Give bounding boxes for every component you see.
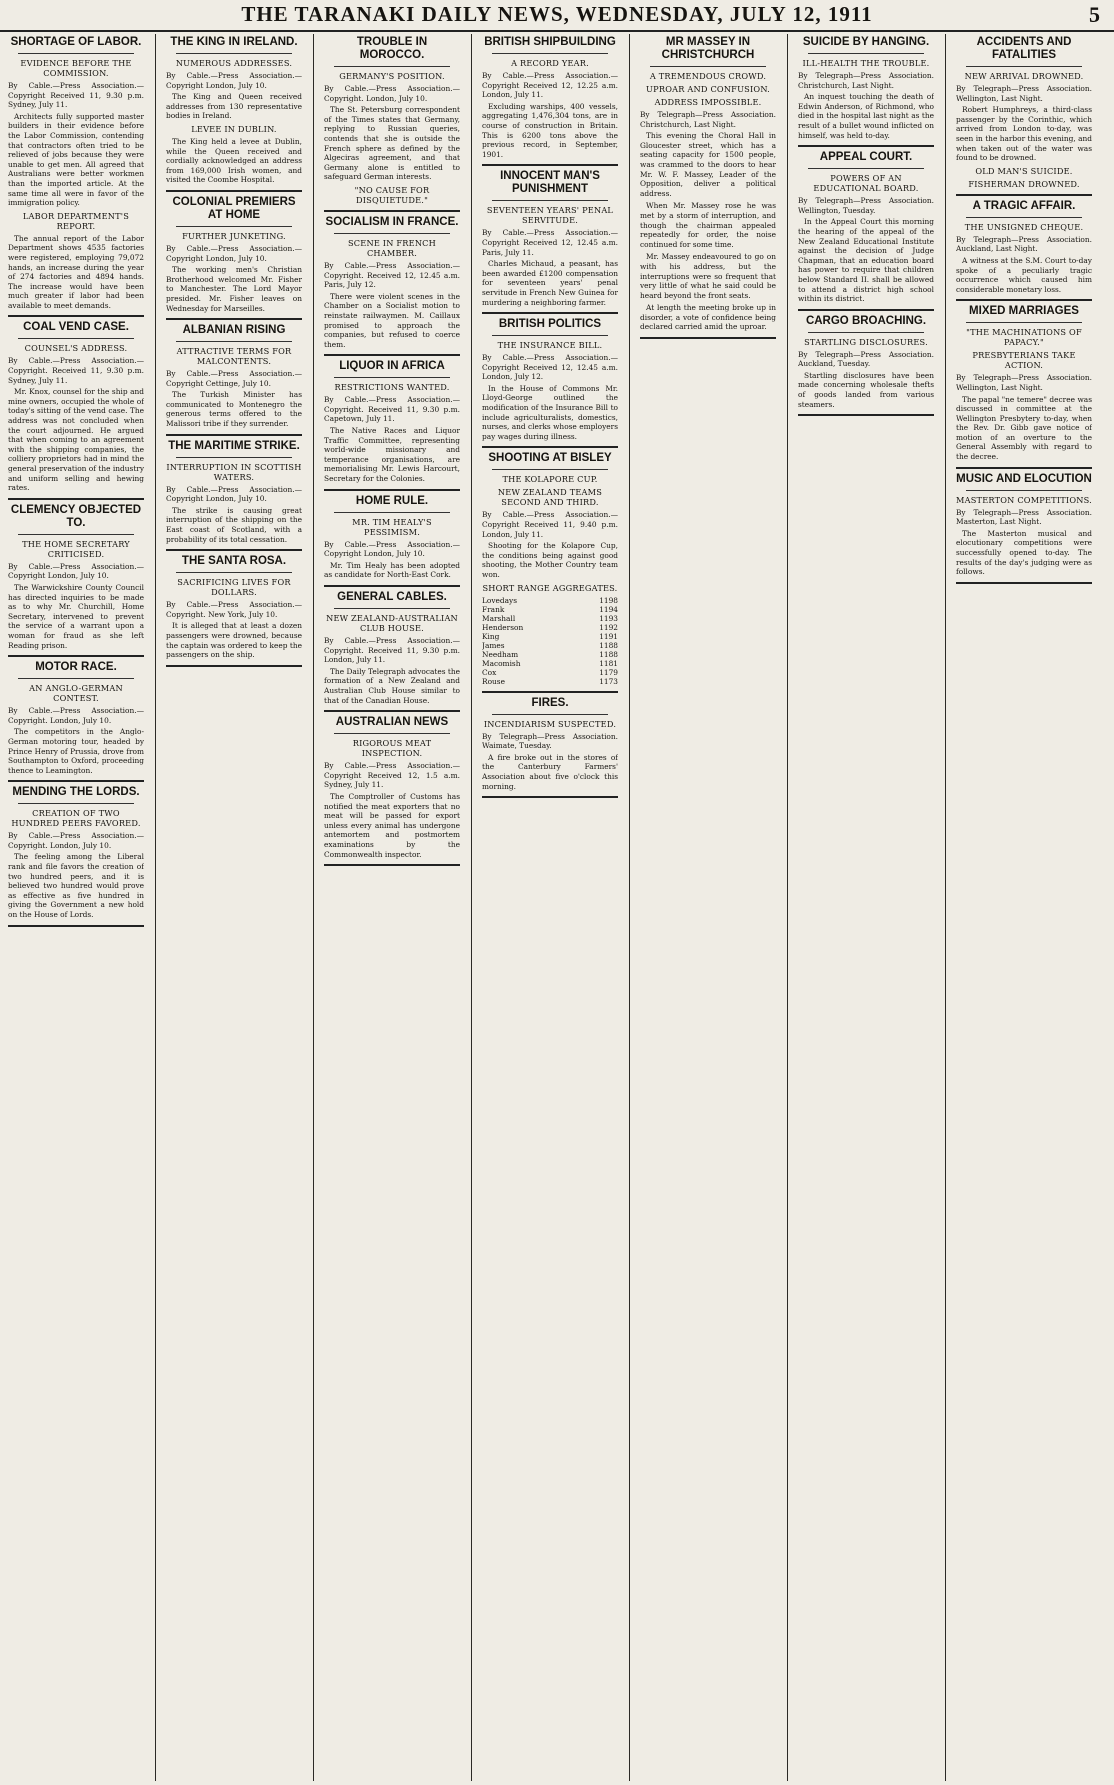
headline-rule	[492, 469, 608, 470]
article-headline: INNOCENT MAN'S PUNISHMENT	[500, 170, 600, 196]
article-byline: By Telegraph—Press Association. Wellington, Tuesday.	[798, 196, 934, 215]
headline-rule	[966, 217, 1082, 218]
article-headline: APPEAL COURT.	[819, 151, 913, 164]
article-paragraph: The Daily Telegraph advocates the formation of a New Zealand and Australian Club House similar to that of the Canadian House.	[324, 666, 460, 705]
column-2	[166, 34, 302, 1781]
article-subheading: ATTRACTIVE TERMS FOR MALCONTENTS.	[176, 346, 292, 367]
article-subheading: CREATION OF TWO HUNDRED PEERS FAVORED.	[11, 808, 141, 829]
article-divider	[482, 691, 618, 693]
headline-rule	[492, 335, 608, 336]
article-subheading: LABOR DEPARTMENT'S REPORT.	[22, 210, 130, 231]
article	[8, 36, 144, 317]
article-paragraph: The Masterton musical and elocutionary competitions were successfully opened to-day. The results of the day's judging were as follows.	[956, 528, 1092, 577]
shooter-name: Frank	[482, 604, 505, 614]
shooter-score: 1188	[599, 649, 618, 659]
column-rule	[471, 34, 472, 1781]
article-subheading: THE INSURANCE BILL.	[497, 340, 603, 351]
article-headline: LIQUOR IN AFRICA	[339, 360, 445, 373]
article	[324, 36, 460, 212]
column-6	[798, 34, 934, 1781]
article-subheading: FISHERMAN DROWNED.	[968, 178, 1080, 189]
article-paragraph: Shooting for the Kolapore Cup, the conditions being against good shooting, the Mother Country team won.	[482, 541, 618, 579]
article	[8, 504, 144, 657]
article-divider	[166, 318, 302, 320]
article-byline: By Telegraph—Press Association. Christchurch, Last Night.	[640, 110, 776, 129]
article-byline: By Cable.—Press Association.—Copyright London, July 10.	[166, 484, 302, 504]
article	[482, 452, 618, 692]
article-paragraph: Charles Michaud, a peasant, has been awarded £1200 compensation for seventeen years' penal servitude in French New Guinea for murdering a neighboring farmer.	[482, 259, 618, 307]
article-subheading: ILL-HEALTH THE TROUBLE.	[802, 58, 930, 68]
article	[8, 661, 144, 782]
shooter-name: Needham	[482, 649, 519, 659]
article-paragraph: The Native Races and Liquor Traffic Committee, representing world-wide missionary and temperance organisations, are memorialising Mr. Lewis Harcourt, Secretary for the Colonies.	[324, 426, 460, 484]
column-3	[324, 34, 460, 1781]
article-subheading: RESTRICTIONS WANTED.	[334, 382, 450, 393]
shooter-score: 1198	[599, 595, 618, 605]
score-row	[482, 659, 618, 668]
article-byline: By Cable.—Press Association.—Copyright. Received 11, 9.30 p.m. Capetown, July 11.	[324, 395, 460, 424]
page-number: 5	[1089, 2, 1100, 27]
column-4	[482, 34, 618, 1781]
article-byline: By Cable.—Press Association.—Copyright London, July 10.	[8, 561, 144, 581]
article-headline: SOCIALISM IN FRANCE.	[325, 215, 459, 228]
article-headline: GENERAL CABLES.	[337, 591, 447, 603]
article-paragraph: Mr. Massey endeavoured to go on with his address, but the interruptions were so frequent that very little of what he said could be heard beyond the front seats.	[640, 252, 776, 300]
article-headline: THE KING IN IRELAND.	[170, 36, 298, 48]
article-byline: By Cable.—Press Association.—Copyright. London, July 10.	[324, 84, 460, 103]
article-paragraph: In the Appeal Court this morning the hearing of the appeal of the New Zealand Educational Institute against the decision of Judge Chapman, that an education board has power to require that children below Standard II. shall be allowed to attend a district high school within its district.	[798, 217, 934, 304]
article-headline: SUICIDE BY HANGING.	[802, 36, 930, 48]
article-divider	[798, 414, 934, 416]
score-row	[482, 668, 618, 677]
article-paragraph: Startling disclosures have been made concerning wholesale thefts of goods landed from various steamers.	[798, 370, 934, 409]
article-divider	[956, 299, 1092, 301]
headline-rule	[966, 66, 1082, 67]
article-headline: A TRAGIC AFFAIR.	[972, 199, 1076, 212]
headline-rule	[18, 534, 134, 535]
article-subheading: MR. TIM HEALY'S PESSIMISM.	[352, 516, 432, 537]
article-subheading: SEVENTEEN YEARS' PENAL SERVITUDE.	[486, 205, 614, 226]
headline-rule	[176, 572, 292, 573]
article-divider	[166, 549, 302, 551]
headline-rule	[176, 226, 292, 227]
headline-rule	[334, 66, 450, 67]
article-byline: By Cable.—Press Association.—Copyright Received 12, 12.45 a.m. London, July 12.	[482, 353, 618, 382]
article-byline: By Cable.—Press Association.—Copyright London, July 10.	[166, 243, 302, 263]
article-headline: MR MASSEY IN CHRISTCHURCH	[661, 36, 755, 61]
article	[482, 697, 618, 799]
article-byline: By Cable.—Press Association.—Copyright. Received 11, 9.30 p.m. Sydney, July 11.	[8, 356, 144, 385]
score-row	[482, 596, 618, 605]
article-divider	[956, 467, 1092, 469]
article-paragraph: The St. Petersburg correspondent of the Times states that Germany, replying to Russian queries, contends that she is outside the French sphere as defined by the Algeciras agreement, and that Germany alone is entitled to safeguard German interests.	[324, 105, 460, 182]
article-subheading: UPROAR AND CONFUSION.	[646, 84, 770, 94]
headline-rule	[492, 714, 608, 715]
shooter-name: Macomish	[482, 658, 521, 668]
article-headline: THE SANTA ROSA.	[181, 555, 287, 568]
article-paragraph: The King and Queen received addresses from 130 representative bodies in Ireland.	[166, 92, 302, 121]
article-headline: CLEMENCY OBJECTED TO.	[10, 503, 142, 529]
article-subheading: INTERRUPTION IN SCOTTISH WATERS.	[166, 461, 302, 482]
score-row	[482, 632, 618, 641]
headline-rule	[334, 233, 450, 234]
article-headline: BRITISH SHIPBUILDING	[484, 36, 616, 48]
shooter-name: James	[482, 640, 505, 650]
article-headline: ALBANIAN RISING	[182, 324, 286, 337]
shooter-score: 1194	[599, 604, 618, 614]
article-headline: HOME RULE.	[355, 494, 429, 507]
article-subheading: INCENDIARISM SUSPECTED.	[483, 718, 617, 729]
article	[166, 324, 302, 436]
article-paragraph: There were violent scenes in the Chamber on a Socialist motion to reinstate railwaymen. M. Caillaux promised to approach the companies, but refused to coerce them.	[324, 291, 460, 349]
article-subheading: ADDRESS IMPOSSIBLE.	[654, 97, 762, 107]
score-row	[482, 623, 618, 632]
article-subheading: THE HOME SECRETARY CRITICISED.	[22, 538, 130, 559]
article-divider	[166, 190, 302, 192]
article-paragraph: Excluding warships, 400 vessels, aggregating 1,476,304 tons, are in course of construction in Britain. This is 6200 tons above the previous record, in September, 1901.	[482, 101, 618, 159]
article-subheading: OLD MAN'S SUICIDE.	[975, 165, 1073, 176]
score-row	[482, 641, 618, 650]
article-paragraph: The Comptroller of Customs has notified the meat exporters that no meat will be passed for export unless every animal has undergone antemortem and postmortem examinations by the Commonwealth inspector.	[324, 791, 460, 859]
score-row	[482, 605, 618, 614]
article-byline: By Telegraph—Press Association. Wellington, Last Night.	[956, 84, 1092, 103]
headline-rule	[334, 377, 450, 378]
article-subheading: POWERS OF AN EDUCATIONAL BOARD.	[813, 173, 919, 194]
article	[482, 170, 618, 314]
article	[482, 318, 618, 448]
article-byline: By Cable.—Press Association.—Copyright Received 11, 9.40 p.m. London, July 11.	[482, 510, 618, 539]
article-paragraph: Mr. Tim Healy has been adopted as candidate for North-East Cork.	[324, 560, 460, 580]
article-headline: BRITISH POLITICS	[498, 318, 602, 331]
article-byline: By Cable.—Press Association.—Copyright Received 12, 12.25 a.m. London, July 11.	[482, 71, 618, 100]
article-byline: By Cable.—Press Association.—Copyright. London, July 10.	[8, 706, 144, 725]
article	[166, 36, 302, 192]
article-divider	[8, 655, 144, 657]
article-headline: SHORTAGE OF LABOR.	[10, 36, 142, 48]
article-byline: By Cable.—Press Association.—Copyright London, July 10.	[324, 539, 460, 559]
headline-rule	[334, 608, 450, 609]
article-byline: By Cable.—Press Association.—Copyright Received 12, 1.5 a.m. Sydney, July 11.	[324, 761, 460, 790]
article	[956, 305, 1092, 468]
article-paragraph: The Turkish Minister has communicated to Montenegro the generous terms offered to the Malissori tribe if they surrender.	[166, 390, 302, 429]
article-byline: By Cable.—Press Association.—Copyright London, July 10.	[166, 71, 302, 90]
article	[324, 216, 460, 356]
article	[640, 36, 776, 339]
article-subheading: NEW ZEALAND TEAMS SECOND AND THIRD.	[497, 487, 603, 508]
article-divider	[324, 354, 460, 356]
shooter-score: 1188	[599, 640, 618, 650]
article-headline: ACCIDENTS AND FATALITIES	[976, 36, 1072, 61]
article-subheading: A RECORD YEAR.	[511, 58, 589, 68]
article-divider	[324, 864, 460, 866]
article-headline: THE MARITIME STRIKE.	[168, 439, 300, 452]
shooter-name: Lovedays	[482, 595, 518, 605]
score-row	[482, 614, 618, 623]
score-table	[482, 596, 618, 686]
article	[956, 36, 1092, 196]
column-5	[640, 34, 776, 1781]
article-byline: By Telegraph—Press Association. Waimate, Tuesday.	[482, 731, 618, 751]
article	[798, 36, 934, 147]
article-divider	[324, 489, 460, 491]
article-paragraph: This evening the Choral Hall in Gloucester street, which has a seating capacity for 1500 people, was crammed to the doors to hear Mr. W. F. Massey, Leader of the Opposition, deliver a political address.	[640, 131, 776, 198]
article-byline: By Cable.—Press Association.—Copyright Cettinge, July 10.	[166, 369, 302, 388]
article-paragraph: The annual report of the Labor Department shows 4535 factories were registered, employing 79,072 hands, an increase during the year of 274 factories and 4894 hands. The increase would have been much greater if labor had been available to meet demands.	[8, 233, 144, 310]
article-paragraph: The King held a levee at Dublin, while the Queen received and cordially acknowledged an address from 169,000 Irish women, and visited the Coombe Hospital.	[166, 136, 302, 185]
column-rule	[945, 34, 946, 1781]
article-subheading: SHORT RANGE AGGREGATES.	[482, 582, 618, 593]
article	[482, 36, 618, 166]
article	[324, 360, 460, 490]
article-subheading: STARTLING DISCLOSURES.	[804, 336, 928, 347]
shooter-score: 1192	[599, 622, 618, 632]
headline-rule	[808, 168, 924, 169]
headline-rule	[18, 338, 134, 339]
article-paragraph: Architects fully supported master builders in their evidence before the Labor Commission, contending that contractors often tried to be relieved of jobs because they were unable to get men. All agreed that Australians were better workmen than the imported article. At the same time all were in favor of the immigration policy.	[8, 111, 144, 208]
article-subheading: THE KOLAPORE CUP.	[502, 474, 598, 485]
article-paragraph: An inquest touching the death of Edwin Anderson, of Richmond, who died in the hospital last night as the result of a bullet wound inflicted on himself, was held to-day.	[798, 92, 934, 140]
article-divider	[956, 194, 1092, 196]
headline-rule	[176, 341, 292, 342]
article-divider	[324, 210, 460, 212]
article-headline: FIRES.	[531, 696, 569, 709]
headline-rule	[18, 678, 134, 679]
shooter-score: 1173	[599, 676, 618, 686]
article-divider	[324, 710, 460, 712]
article-subheading: EVIDENCE BEFORE THE COMMISSION.	[20, 58, 132, 78]
article-divider	[798, 309, 934, 311]
article-subheading: FURTHER JUNKETING.	[182, 230, 286, 241]
article-byline: By Telegraph—Press Association. Masterton, Last Night.	[956, 507, 1092, 527]
article-subheading: A TREMENDOUS CROWD.	[649, 71, 767, 81]
article-divider	[324, 585, 460, 587]
article-subheading: SCENE IN FRENCH CHAMBER.	[348, 237, 436, 258]
headline-rule	[18, 803, 134, 804]
article-byline: By Telegraph—Press Association. Christchurch, Last Night.	[798, 71, 934, 90]
article-subheading: NUMEROUS ADDRESSES.	[175, 58, 293, 68]
article-subheading: MASTERTON COMPETITIONS.	[956, 494, 1092, 505]
article-subheading: PRESBYTERIANS TAKE ACTION.	[972, 350, 1076, 371]
article-byline: By Telegraph—Press Association. Auckland, Last Night.	[956, 234, 1092, 254]
column-rule	[313, 34, 314, 1781]
article-divider	[640, 337, 776, 339]
article	[956, 200, 1092, 302]
headline-rule	[176, 53, 292, 54]
shooter-name: Marshall	[482, 613, 516, 623]
headline-rule	[492, 200, 608, 201]
article-divider	[8, 780, 144, 782]
article-paragraph: Robert Humphreys, a third-class passenger by the Corinthic, which arrived from London to-day, was seen in the harbor this evening, and when taken out of the water was found to be drowned.	[956, 105, 1092, 163]
column-7	[956, 34, 1092, 1781]
article-subheading: RIGOROUS MEAT INSPECTION.	[352, 738, 432, 759]
article-headline: CARGO BROACHING.	[805, 314, 927, 327]
article-divider	[482, 164, 618, 166]
article-subheading: "THE MACHINATIONS OF PAPACY."	[966, 327, 1082, 348]
article-subheading: AN ANGLO-GERMAN CONTEST.	[29, 683, 123, 704]
article	[798, 151, 934, 311]
article-divider	[166, 434, 302, 436]
article-byline: By Telegraph—Press Association. Wellington, Last Night.	[956, 373, 1092, 392]
article	[8, 786, 144, 926]
article-subheading: THE UNSIGNED CHEQUE.	[964, 221, 1084, 232]
article-byline: By Cable.—Press Association.—Copyright. New York, July 10.	[166, 600, 302, 619]
article-paragraph: The feeling among the Liberal rank and file favors the creation of two hundred peers, and it is believed two hundred would prove as effective as five hundred in giving the Government a new hold on the House of Lords.	[8, 852, 144, 920]
shooter-name: Cox	[482, 667, 497, 677]
article-headline: COLONIAL PREMIERS AT HOME	[172, 195, 296, 221]
article-divider	[166, 665, 302, 667]
article-byline: By Cable.—Press Association.—Copyright Received 11, 9.30 p.m. Sydney, July 11.	[8, 81, 144, 110]
masthead-title: THE TARANAKI DAILY NEWS, WEDNESDAY, JULY 12, 1911	[241, 2, 873, 26]
article-subheading: LEVEE IN DUBLIN.	[191, 123, 277, 134]
article-headline: AUSTRALIAN NEWS	[335, 716, 449, 729]
shooter-score: 1179	[599, 667, 618, 677]
shooter-score: 1181	[599, 658, 618, 668]
article-paragraph: The strike is causing great interruption of the shipping on the East coast of Scotland, with a probability of its total cessation.	[166, 505, 302, 544]
headline-rule	[334, 512, 450, 513]
article-paragraph: When Mr. Massey rose he was met by a storm of interruption, and though the chairman appealed repeatedly for order, the noise continued for some time.	[640, 201, 776, 249]
headline-rule	[176, 457, 292, 458]
article-byline: By Cable.—Press Association.—Copyright. London, July 10.	[8, 831, 144, 850]
shooter-name: King	[482, 631, 500, 641]
article-byline: By Telegraph—Press Association. Auckland, Tuesday.	[798, 349, 934, 369]
headline-rule	[966, 322, 1082, 323]
article-headline: COAL VEND CASE.	[23, 321, 129, 334]
article-paragraph: The competitors in the Anglo-German motoring tour, headed by Prince Henry of Prussia, drove from Southampton to Oxford, proceeding thence to Leamington.	[8, 727, 144, 775]
article-paragraph: The papal "ne temere" decree was discussed in committee at the Wellington Presbytery to-day, when the Rev. Dr. Gibb gave notice of motion of an overture to the General Assembly with regard to the decree.	[956, 394, 1092, 462]
article	[324, 495, 460, 587]
column-rule	[629, 34, 630, 1781]
article-divider	[482, 312, 618, 314]
article	[8, 321, 144, 499]
article-byline: By Cable.—Press Association.—Copyright Received 12, 12.45 a.m. Paris, July 11.	[482, 228, 618, 257]
article-paragraph: It is alleged that at least a dozen passengers were drowned, because the captain was ordered to keep the passengers on the ship.	[166, 621, 302, 660]
article-subheading: NEW ARRIVAL DROWNED.	[964, 71, 1084, 81]
article-headline: MOTOR RACE.	[35, 661, 117, 674]
article-paragraph: A witness at the S.M. Court to-day spoke of a peculiarly tragic occurrence which caused him considerable monetary loss.	[956, 255, 1092, 294]
article-divider	[482, 796, 618, 798]
masthead	[0, 0, 1114, 32]
headline-rule	[492, 53, 608, 54]
article-paragraph: Mr. Knox, counsel for the ship and mine owners, occupied the whole of today's sitting of the vend case. The address was not concluded when the court adjourned. He argued that when coming to an agreement with the shipping companies, the colliery proprietors had in mind the general preservation of the industry and uniform selling and hewing rates.	[8, 387, 144, 493]
article-paragraph: At length the meeting broke up in disorder, a vote of confidence being declared carried amid the uproar.	[640, 303, 776, 332]
article	[798, 315, 934, 417]
article-paragraph: The working men's Christian Brotherhood welcomed Mr. Fisher to Manchester. The Lord Mayor presided. Mr. Fisher leaves on Wednesday for Marseilles.	[166, 265, 302, 313]
column-rule	[155, 34, 156, 1781]
article	[956, 473, 1092, 584]
article-subheading: NEW ZEALAND-AUSTRALIAN CLUB HOUSE.	[326, 613, 458, 633]
article	[324, 716, 460, 866]
article	[166, 555, 302, 667]
article-subheading: SACRIFICING LIVES FOR DOLLARS.	[177, 577, 291, 598]
article-divider	[798, 145, 934, 147]
article-divider	[956, 582, 1092, 584]
article-headline: SHOOTING AT BISLEY	[488, 452, 612, 465]
score-row	[482, 677, 618, 686]
article-divider	[8, 925, 144, 927]
article-subheading: GERMANY'S POSITION.	[339, 71, 445, 81]
article-subheading: "NO CAUSE FOR DISQUIETUDE."	[354, 184, 430, 205]
shooter-score: 1191	[599, 631, 618, 641]
article	[166, 196, 302, 320]
article	[324, 591, 460, 712]
article-headline: MUSIC AND ELOCUTION	[956, 472, 1092, 485]
article-headline: TROUBLE IN MOROCCO.	[356, 36, 428, 61]
column-rule	[787, 34, 788, 1781]
article-byline: By Cable.—Press Association.—Copyright. Received 11, 9.30 p.m. London, July 11.	[324, 636, 460, 665]
article-headline: MENDING THE LORDS.	[12, 786, 140, 799]
headline-rule	[808, 53, 924, 54]
headline-rule	[334, 733, 450, 734]
article-paragraph: A fire broke out in the stores of the Canterbury Farmers' Association about five o'clock this morning.	[482, 752, 618, 791]
headline-rule	[18, 53, 134, 54]
article-headline: MIXED MARRIAGES	[969, 305, 1079, 318]
article-byline: By Cable.—Press Association.—Copyright. Received 12, 12.45 a.m. Paris, July 12.	[324, 260, 460, 290]
article	[166, 440, 302, 552]
article-paragraph: The Warwickshire County Council has directed inquiries to be made as to why Mr. Churchill, Home Secretary, intervened to prevent the service of a warrant upon a woman for fraud as she left Reading prison.	[8, 582, 144, 650]
column-1	[8, 34, 144, 1781]
headline-rule	[966, 490, 1082, 491]
article-divider	[8, 498, 144, 500]
shooter-name: Henderson	[482, 622, 524, 632]
article-paragraph: In the House of Commons Mr. Lloyd-George outlined the modification of the Insurance Bill to include agriculturalists, domestics, nurses, and clerks whose employers pay wages during illness.	[482, 383, 618, 441]
shooter-score: 1193	[599, 613, 618, 623]
article-divider	[8, 315, 144, 317]
article-subheading: COUNSEL'S ADDRESS.	[24, 343, 128, 354]
headline-rule	[808, 332, 924, 333]
score-row	[482, 650, 618, 659]
shooter-name: Rouse	[482, 676, 505, 686]
article-divider	[482, 446, 618, 448]
headline-rule	[650, 66, 766, 67]
